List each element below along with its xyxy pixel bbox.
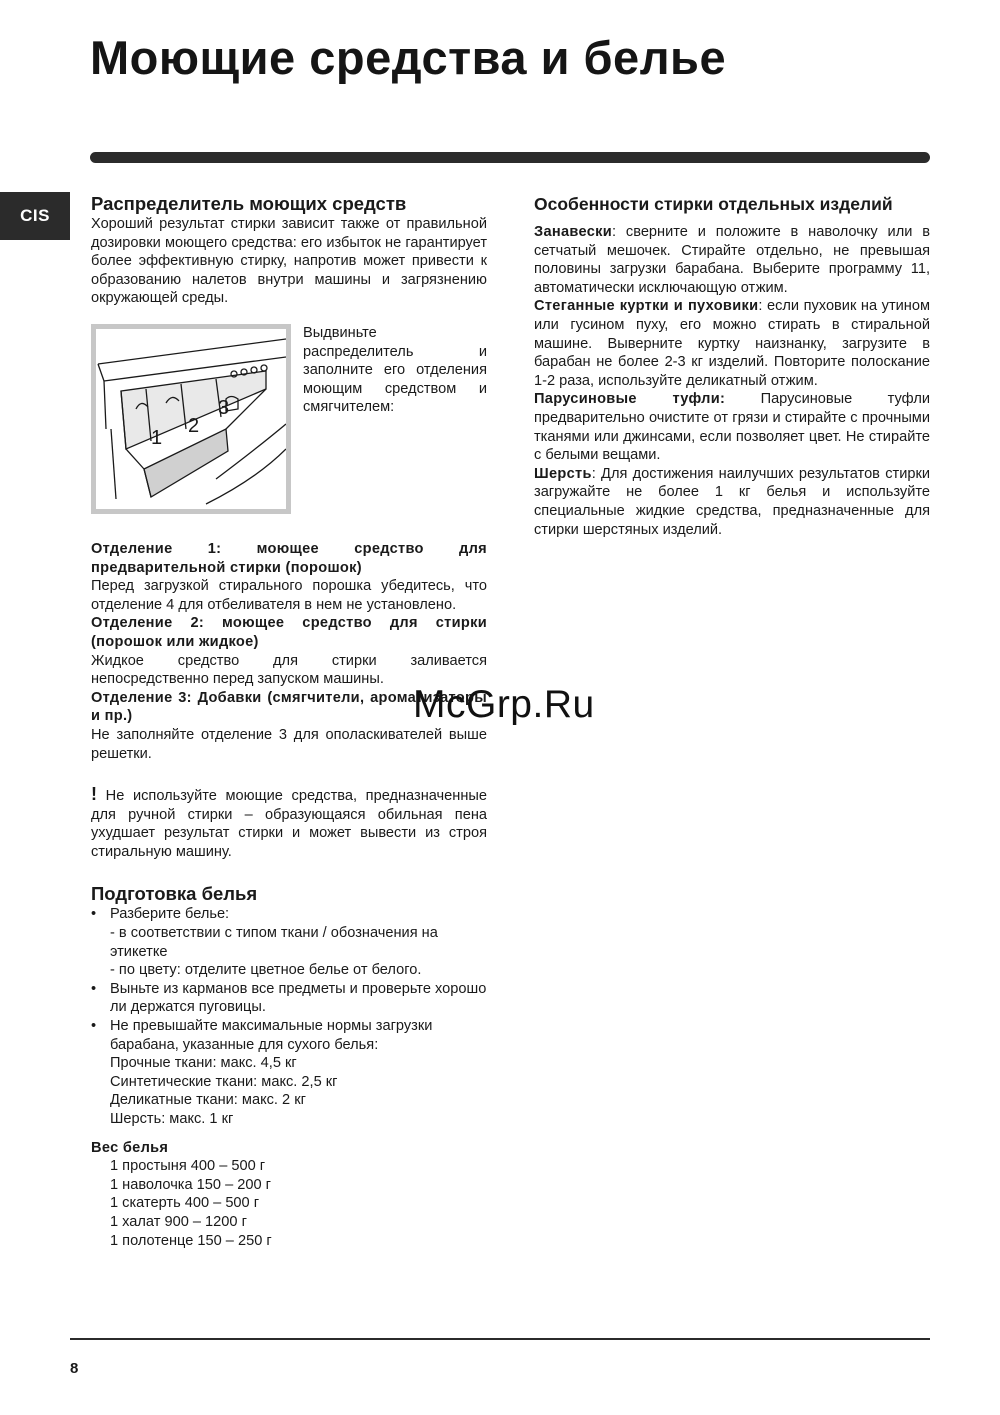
page-number: 8 xyxy=(70,1360,79,1377)
right-column xyxy=(534,193,930,539)
preparation-heading: Подготовка белья xyxy=(91,883,258,905)
special-heading: Особенности стирки отдельных изделий xyxy=(534,194,893,214)
watermark: McGrp.Ru xyxy=(413,683,595,726)
figure-caption: Выдвиньте распределитель и заполните его отделения моющим средством и смягчителем: xyxy=(303,324,487,416)
dispenser-illustration xyxy=(91,324,291,514)
special-wool xyxy=(534,465,930,539)
sub-item: Прочные ткани: макс. 4,5 кг xyxy=(110,1055,297,1072)
bullet-sort-text: • Разберите белье: xyxy=(110,906,230,923)
compartment-3-text: Не заполняйте отделение 3 для ополаскивателей выше решетки. xyxy=(91,726,487,762)
term-shoes: Парусиновые туфли: xyxy=(534,391,726,408)
term-wool: Шерсть xyxy=(534,465,592,482)
warning-text: Не используйте моющие средства, предназначенные для ручной стирки – образующаяся обильная пена ухудшает результат стирки и может вывести из строя стиральную машину. xyxy=(91,788,488,860)
warning-note xyxy=(91,785,487,861)
text-wool: : Для достижения наилучших результатов стирки загружайте не более 1 кг белья и используйте специальные жидкие средства, предназначенные для стирки шерстяных изделий. xyxy=(534,465,930,538)
compartment-2-text: Жидкое средство для стирки заливается непосредственно перед запуском машины. xyxy=(91,652,487,688)
compartment-1-text: Перед загрузкой стирального порошка убедитесь, что отделение 4 для отбеливателя в нем не установлено. xyxy=(91,578,487,613)
compartment-3-label: Отделение 3: Добавки (смягчители, ароматизаторы и пр.) xyxy=(91,689,487,725)
compartment-2-label: Отделение 2: моющее средство для стирки (порошок или жидкое) xyxy=(91,615,487,650)
weight-item: 1 наволочка 150 – 200 г xyxy=(110,1176,271,1193)
sub-item: Шерсть: макс. 1 кг xyxy=(110,1111,234,1127)
term-curtains: Занавески xyxy=(534,224,612,240)
page-title: Моющие средства и белье xyxy=(90,31,727,84)
bullet-pockets-text: • Выньте из карманов все предметы и проверьте хорошо ли держатся пуговицы. xyxy=(110,980,487,1016)
language-tab: CIS xyxy=(0,192,70,240)
dispenser-figure-row xyxy=(91,324,487,514)
sub-item: Синтетические ткани: макс. 2,5 кг xyxy=(110,1073,338,1090)
weight-item: 1 халат 900 – 1200 г xyxy=(110,1213,247,1230)
title-rule xyxy=(90,152,930,163)
sub-item: - в соответствии с типом ткани / обозначения на этикетке xyxy=(110,925,438,960)
footer-rule xyxy=(70,1338,930,1340)
sub-item: Деликатные ткани: макс. 2 кг xyxy=(110,1092,306,1109)
text-curtains: : сверните и положите в наволочку или в сетчатый мешочек. Стирайте отдельно, не превышая половины загрузки барабана. Выберите программу 11, автоматически исключающую отжим. xyxy=(534,224,930,296)
sub-item: - по цвету: отделите цветное белье от белого. xyxy=(110,962,422,979)
list-item xyxy=(91,980,487,1017)
special-jackets xyxy=(534,297,930,390)
text-jackets: : если пуховик на утином или гусином пуху, его можно стирать в стиральной машине. Выверните куртку наизнанку, загрузите в барабан не более 2-3 кг изделий. Повторите полоскание 1-2 раза, используйте деликатный отжим. xyxy=(534,298,930,389)
dispenser-intro: Хороший результат стирки зависит также от правильной дозировки моющего средства: его избыток не гарантирует более эффективную стирку, напротив может привести к образованию налетов внутри машины и загрязнению окружающей среды. xyxy=(91,216,487,307)
detergent-drawer-icon xyxy=(96,329,286,509)
special-shoes xyxy=(534,390,930,464)
text-shoes: Парусиновые туфли предварительно очистите от грязи и стирайте с прочными тканями или джинсами, если позволяет цвет. Не стирайте с белыми вещами. xyxy=(534,391,930,464)
weight-item: 1 скатерть 400 – 500 г xyxy=(110,1195,260,1212)
warning-mark: ! xyxy=(91,784,97,805)
compartment-1-label: Отделение 1: моющее средство для предварительной стирки (порошок) xyxy=(91,540,487,576)
weight-heading: Вес белья xyxy=(91,1139,169,1156)
weight-item: 1 полотенце 150 – 250 г xyxy=(110,1232,272,1249)
figure-label-2: 2 xyxy=(188,414,200,437)
preparation-list xyxy=(91,905,487,1128)
list-item xyxy=(91,905,487,979)
list-item xyxy=(91,1017,487,1129)
dispenser-heading: Распределитель моющих средств xyxy=(91,193,407,214)
special-curtains xyxy=(534,223,930,297)
weight-list xyxy=(91,1157,487,1250)
weight-item: 1 простыня 400 – 500 г xyxy=(110,1158,266,1175)
figure-label-3: 3 xyxy=(218,396,230,419)
term-jackets: Стеганные куртки и пуховики xyxy=(534,298,759,315)
bullet-load-text: • Не превышайте максимальные нормы загрузки барабана, указанные для сухого белья: xyxy=(110,1018,433,1053)
figure-label-1: 1 xyxy=(151,426,163,449)
